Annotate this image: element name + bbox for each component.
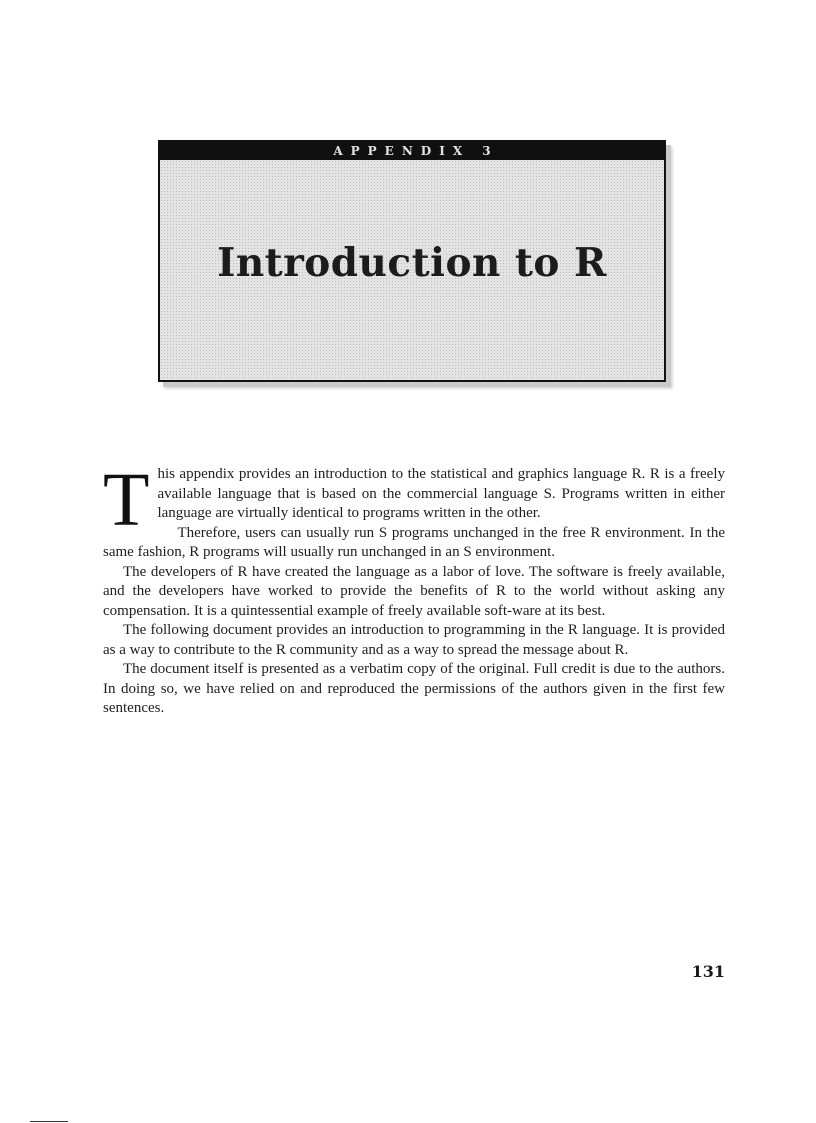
appendix-label: APPENDIX 3 xyxy=(160,142,664,160)
paragraph-5: The document itself is presented as a verbatim copy of the original. Full credit is due to the authors. In doing so, we have relied on and reproduced the permissions of the authors given in the first few sentences. xyxy=(103,661,725,716)
body-text xyxy=(103,458,725,719)
footer-rule xyxy=(30,1121,68,1122)
paragraph-4: The following document provides an introduction to programming in the R language. It is provided as a way to contribute to the R community and as a way to spread the message about R. xyxy=(103,622,725,658)
chapter-title-box xyxy=(158,140,666,382)
drop-cap: T xyxy=(103,458,150,542)
paragraph-1-text: his appendix provides an introduction to the statistical and graphics language R. R is a freely available language that is based on the commercial language S. Programs written in either language are virtually identical to programs written in the other. xyxy=(157,466,725,521)
paragraph-3: The developers of R have created the language as a labor of love. The software is freely available, and the developers have worked to provide the benefits of R to the world without asking any compensation. It is a quintessential example of freely available soft-ware at its best. xyxy=(103,563,725,619)
paragraph-2: Therefore, users can usually run S programs unchanged in the free R environment. In the same fashion, R programs will usually run unchanged in an S environment. xyxy=(103,524,725,560)
page-number: 131 xyxy=(691,962,725,981)
chapter-title: Introduction to R xyxy=(217,240,607,286)
